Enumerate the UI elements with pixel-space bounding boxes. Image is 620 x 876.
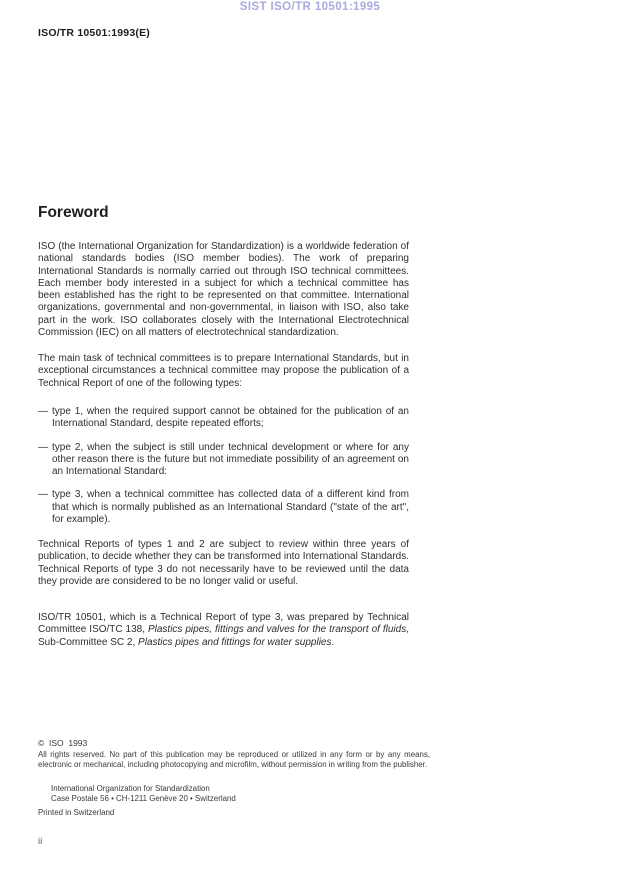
prepared-by-segment: , Sub-Committee SC 2,: [38, 624, 409, 648]
page-number: ii: [38, 836, 43, 847]
list-item-type-1: [38, 406, 409, 431]
sist-watermark: SIST ISO/TR 10501:1995: [239, 1, 381, 13]
foreword-heading: Foreword: [38, 204, 109, 221]
publisher-block: [51, 784, 236, 803]
list-item-type-3: [38, 489, 409, 526]
list-item-text: type 2, when the subject is still under technical development or where for any other reason there is the future but not immediate possibility of an agreement on an International Standard:: [52, 441, 409, 478]
paragraph-review-policy: Technical Reports of types 1 and 2 are subject to review within three years of publication, to decide whether they can be transformed into International Standards. Technical Reports of type 3 do not necessarily have to be reviewed until the data they provide are considered to be no longer valid or useful.: [38, 539, 409, 587]
paragraph-iso-intro: ISO (the International Organization for Standardization) is a worldwide federation of national standards bodies (ISO member bodies). The work of preparing International Standards is normally carried out through ISO technical committees. Each member body interested in a subject for which a technical committee has been established has the right to be represented on that committee. International organizations, governmental and non-governmental, in liaison with ISO, also take part in the work. ISO collaborates closely with the International Electrotechnical Commission (IEC) on all matters of electrotechnical standardization.: [38, 241, 409, 339]
committee-title-italic: Plastics pipes, fittings and valves for the transport of fluids: [147, 624, 407, 636]
prepared-by-segment: .: [331, 636, 335, 648]
prepared-by-segment: ISO/TR 10501, which is a Technical Report of type 3, was prepared by Technical Committee ISO/TC 138,: [38, 612, 409, 636]
rights-reserved-text: All rights reserved. No part of this publication may be reproduced or utilized in any form or by any means, electronic or mechanical, including photocopying and microfilm, without permission in writing from the publisher.: [38, 750, 430, 769]
list-item-type-2: [38, 442, 409, 479]
publisher-address: Case Postale 56 • CH-1211 Genève 20 • Switzerland: [51, 793, 236, 803]
printed-in-line: Printed in Switzerland: [38, 808, 115, 817]
dash-bullet: —: [38, 406, 48, 417]
list-item-text: type 3, when a technical committee has collected data of a different kind from that which is normally published as an International Standard ("state of the art", for example).: [52, 489, 409, 526]
paragraph-main-task: The main task of technical committees is to prepare International Standards, but in exceptional circumstances a technical committee may propose the publication of a Technical Report of one of the following types:: [38, 353, 409, 389]
technical-report-type-list: [38, 406, 409, 537]
paragraph-prepared-by: [38, 612, 409, 649]
list-item-text: type 1, when the required support cannot be obtained for the publication of an International Standard, despite repeated efforts;: [52, 406, 409, 430]
copyright-line: © ISO 1993: [38, 738, 88, 748]
dash-bullet: —: [38, 441, 48, 453]
subcommittee-title-italic: Plastics pipes and fittings for water supplies: [138, 636, 332, 648]
document-reference: ISO/TR 10501:1993(E): [38, 27, 150, 39]
publisher-name: International Organization for Standardization: [51, 784, 210, 793]
dash-bullet: —: [38, 489, 48, 501]
